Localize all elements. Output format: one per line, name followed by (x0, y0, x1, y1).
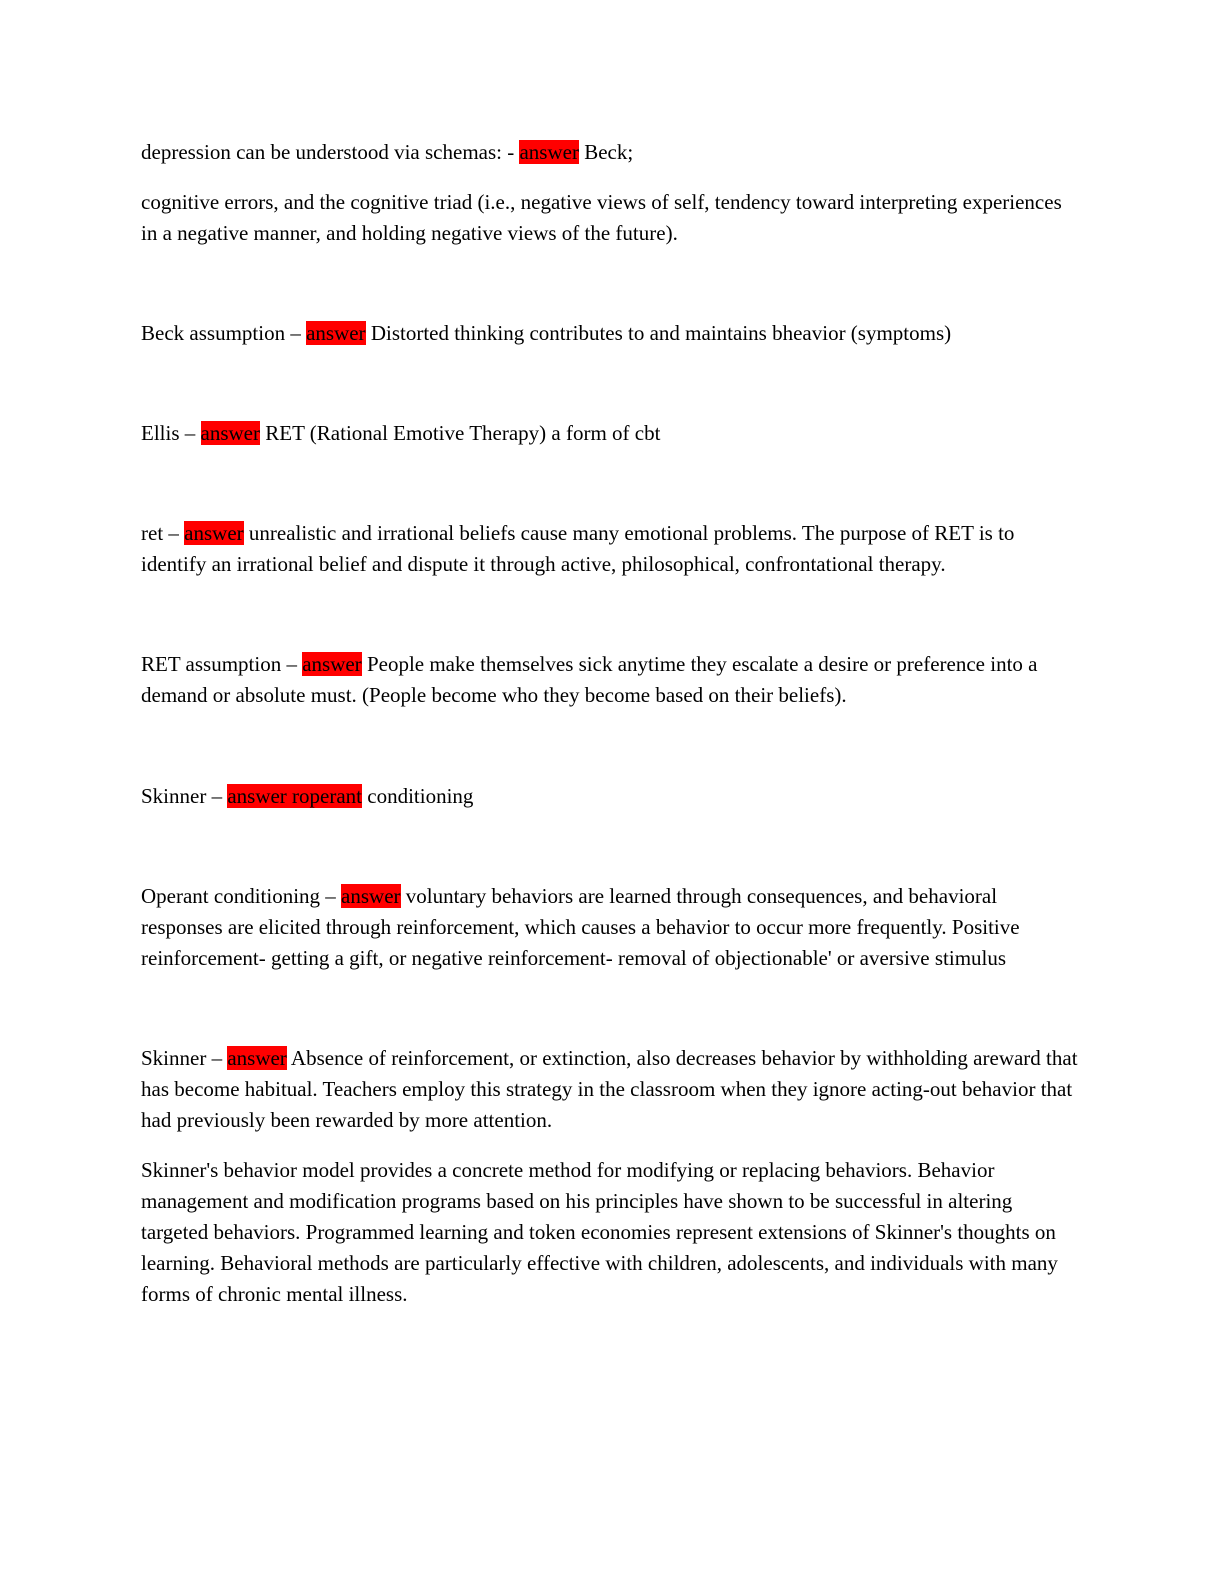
entry-text: unrealistic and irrational beliefs cause many emotional problems. The purpose of RET is to identify an irrational belief and dispute it through active, philosophical, confrontational therapy. (141, 521, 1015, 576)
entry-term: RET assumption – (141, 652, 303, 676)
entry-text: Skinner's behavior model provides a concrete method for modifying or replacing behaviors. Behavior management and modification programs based on his principles have shown to be successful in altering targeted behaviors. Programmed learning and token economies represent extensions of Skinner's thoughts on learning. Behavioral methods are particularly effective with children, adolescents, and individuals with many forms of chronic mental illness. (141, 1158, 1058, 1306)
entry-term: Ellis – (141, 421, 201, 445)
entry-term: Skinner – (141, 1046, 228, 1070)
entry-skinner-operant (141, 781, 1081, 812)
entry-operant-conditioning (141, 881, 1081, 974)
entry-beck-assumption (141, 318, 1081, 349)
answer-highlight: answer (341, 884, 401, 908)
entry-text: voluntary behaviors are learned through consequences, and behavioral responses are elicited through reinforcement, which causes a behavior to occur more frequently. Positive reinforcement- getting a gift, or negative reinforcement- removal of objectionable' or aversive stimulus (141, 884, 1020, 970)
document-page (141, 137, 1081, 1310)
answer-highlight: answer (306, 321, 366, 345)
entry-depression-schemas (141, 137, 1081, 168)
entry-term: Beck assumption – (141, 321, 307, 345)
answer-highlight: answer (519, 140, 579, 164)
entry-cognitive-triad (141, 187, 1081, 249)
entry-ellis (141, 418, 1081, 449)
answer-highlight: answer (200, 421, 260, 445)
entry-text: Beck; (578, 140, 634, 164)
entry-skinner-extinction (141, 1043, 1081, 1136)
entry-ret-assumption (141, 649, 1081, 711)
entry-term: ret – (141, 521, 185, 545)
entry-term: Skinner – (141, 784, 228, 808)
answer-highlight: answer (184, 521, 244, 545)
entry-term: depression can be understood via schemas: - (141, 140, 520, 164)
entry-text: cognitive errors, and the cognitive triad (i.e., negative views of self, tendency toward interpreting experiences in a negative manner, and holding negative views of the future). (141, 190, 1062, 245)
answer-highlight: answer (302, 652, 362, 676)
answer-highlight: answer roperant (227, 784, 363, 808)
entry-text: Distorted thinking contributes to and maintains bheavior (symptoms) (365, 321, 952, 345)
entry-text: RET (Rational Emotive Therapy) a form of cbt (260, 421, 661, 445)
answer-highlight: answer (227, 1046, 287, 1070)
entry-text: Absence of reinforcement, or extinction, also decreases behavior by withholding areward that has become habitual. Teachers employ this strategy in the classroom when they ignore acting-out behavior that had previously been rewarded by more attention. (141, 1046, 1078, 1132)
entry-term: Operant conditioning – (141, 884, 342, 908)
entry-text: conditioning (362, 784, 474, 808)
entry-ret (141, 518, 1081, 580)
entry-text: People make themselves sick anytime they escalate a desire or preference into a demand or absolute must. (People become who they become based on their beliefs). (141, 652, 1038, 707)
entry-skinner-model (141, 1155, 1081, 1310)
